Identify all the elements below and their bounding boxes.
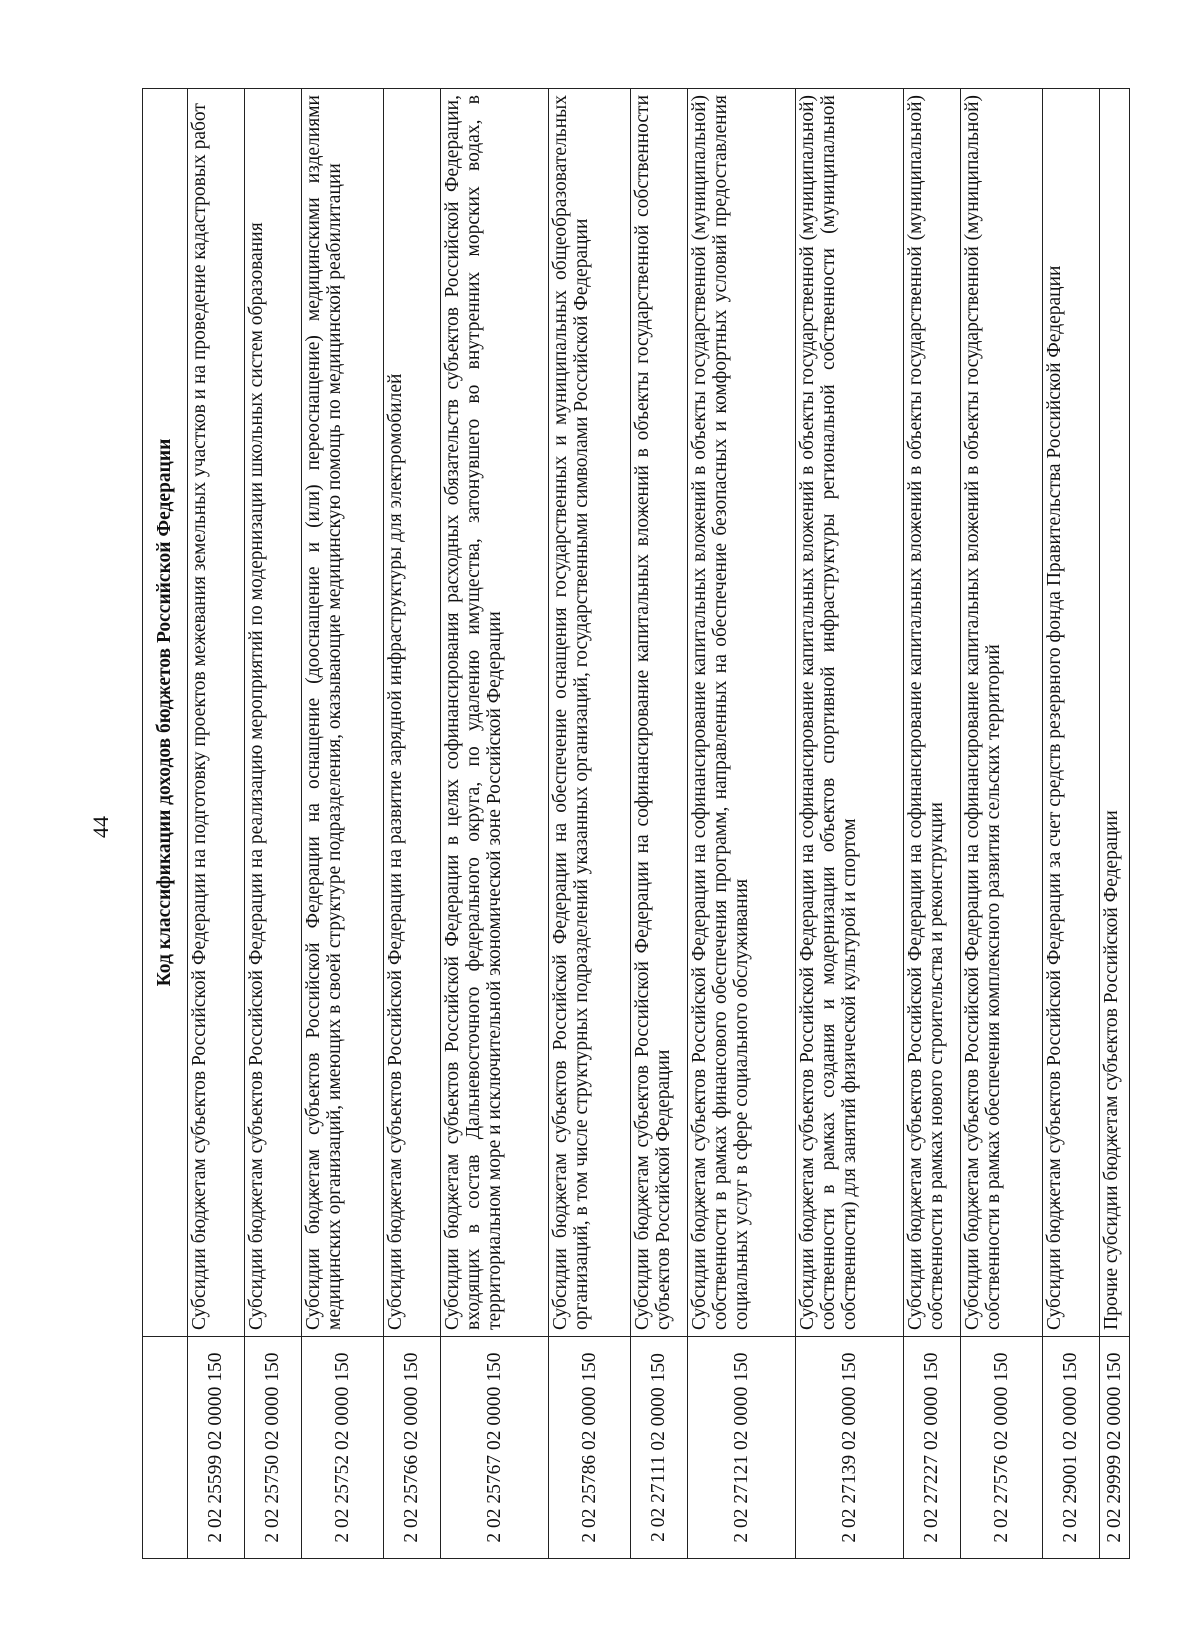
table-row [1100,89,1130,1559]
row-code: 2 02 27111 02 0000 150 [631,1337,688,1559]
row-description: Прочие субсидии бюджетам субъектов Российской Федерации [1100,89,1130,1337]
table-row [961,89,1043,1559]
row-code: 2 02 25752 02 0000 150 [302,1337,384,1559]
table-row [302,89,384,1559]
budget-income-classification-table [142,88,1130,1559]
row-description: Субсидии бюджетам субъектов Российской Федерации на софинансирование капитальных вложений в объекты государственной (муниципальной) собственности в рамках создания и модернизации объектов спортивной инфраструктуры региональной собственности (муниципальной собственности) для занятий физической культурой и спортом [796,89,904,1337]
row-description: Субсидии бюджетам субъектов Российской Федерации на софинансирование капитальных вложений в объекты государственной (муниципальной) собственности в рамках нового строительства и реконструкции [904,89,961,1337]
row-description: Субсидии бюджетам субъектов Российской Федерации на развитие зарядной инфраструктуры для электромобилей [384,89,441,1337]
row-description: Субсидии бюджетам субъектов Российской Федерации на оснащение (дооснащение и (или) переоснащение) медицинскими изделиями медицинских организаций, имеющих в своей структуре подразделения, оказывающие медицинскую помощь по медицинской реабилитации [302,89,384,1337]
page-number: 44 [88,816,113,838]
row-code: 2 02 27227 02 0000 150 [904,1337,961,1559]
row-code: 2 02 27139 02 0000 150 [796,1337,904,1559]
row-description: Субсидии бюджетам субъектов Российской Федерации в целях софинансирования расходных обязательств субъектов Российской Федерации, входящих в состав Дальневосточного федерального округа, по удалению имущества, затонувшего во внутренних морских водах, в территориальном море и исключительной экономической зоне Российской Федерации [441,89,549,1337]
row-description: Субсидии бюджетам субъектов Российской Федерации за счет средств резервного фонда Правительства Российской Федерации [1043,89,1100,1337]
row-code: 2 02 25599 02 0000 150 [188,1337,245,1559]
table-header-row [143,89,188,1559]
table-row [1043,89,1100,1559]
table-row [631,89,688,1559]
table-row [188,89,245,1559]
row-code: 2 02 25786 02 0000 150 [549,1337,631,1559]
table-row [245,89,302,1559]
row-description: Субсидии бюджетам субъектов Российской Федерации на софинансирование капитальных вложений в объекты государственной собственности субъектов Российской Федерации [631,89,688,1337]
row-description: Субсидии бюджетам субъектов Российской Федерации на софинансирование капитальных вложений в объекты государственной (муниципальной) собственности в рамках финансового обеспечения программ, направленных на обеспечение безопасных и комфортных условий предоставления социальных услуг в сфере социального обслуживания [688,89,796,1337]
row-code: 2 02 29999 02 0000 150 [1100,1337,1130,1559]
row-code: 2 02 25766 02 0000 150 [384,1337,441,1559]
table-row [384,89,441,1559]
row-description: Субсидии бюджетам субъектов Российской Федерации на софинансирование капитальных вложений в объекты государственной (муниципальной) собственности в рамках обеспечения комплексного развития сельских территорий [961,89,1043,1337]
rotated-table-container [142,89,1128,1559]
header-description-cell: Код классификации доходов бюджетов Российской Федерации [143,89,188,1337]
row-description: Субсидии бюджетам субъектов Российской Федерации на реализацию мероприятий по модернизации школьных систем образования [245,89,302,1337]
row-description: Субсидии бюджетам субъектов Российской Федерации на обеспечение оснащения государственных и муниципальных общеобразовательных организаций, в том числе структурных подразделений указанных организаций, государственными символами Российской Федерации [549,89,631,1337]
table-row [688,89,796,1559]
row-code: 2 02 29001 02 0000 150 [1043,1337,1100,1559]
header-code-cell [143,1337,188,1559]
row-code: 2 02 27121 02 0000 150 [688,1337,796,1559]
row-code: 2 02 25767 02 0000 150 [441,1337,549,1559]
row-code: 2 02 25750 02 0000 150 [245,1337,302,1559]
table-row [549,89,631,1559]
table-row [904,89,961,1559]
table-row [441,89,549,1559]
table-row [796,89,904,1559]
row-description: Субсидии бюджетам субъектов Российской Федерации на подготовку проектов межевания земельных участков и на проведение кадастровых работ [188,89,245,1337]
row-code: 2 02 27576 02 0000 150 [961,1337,1043,1559]
